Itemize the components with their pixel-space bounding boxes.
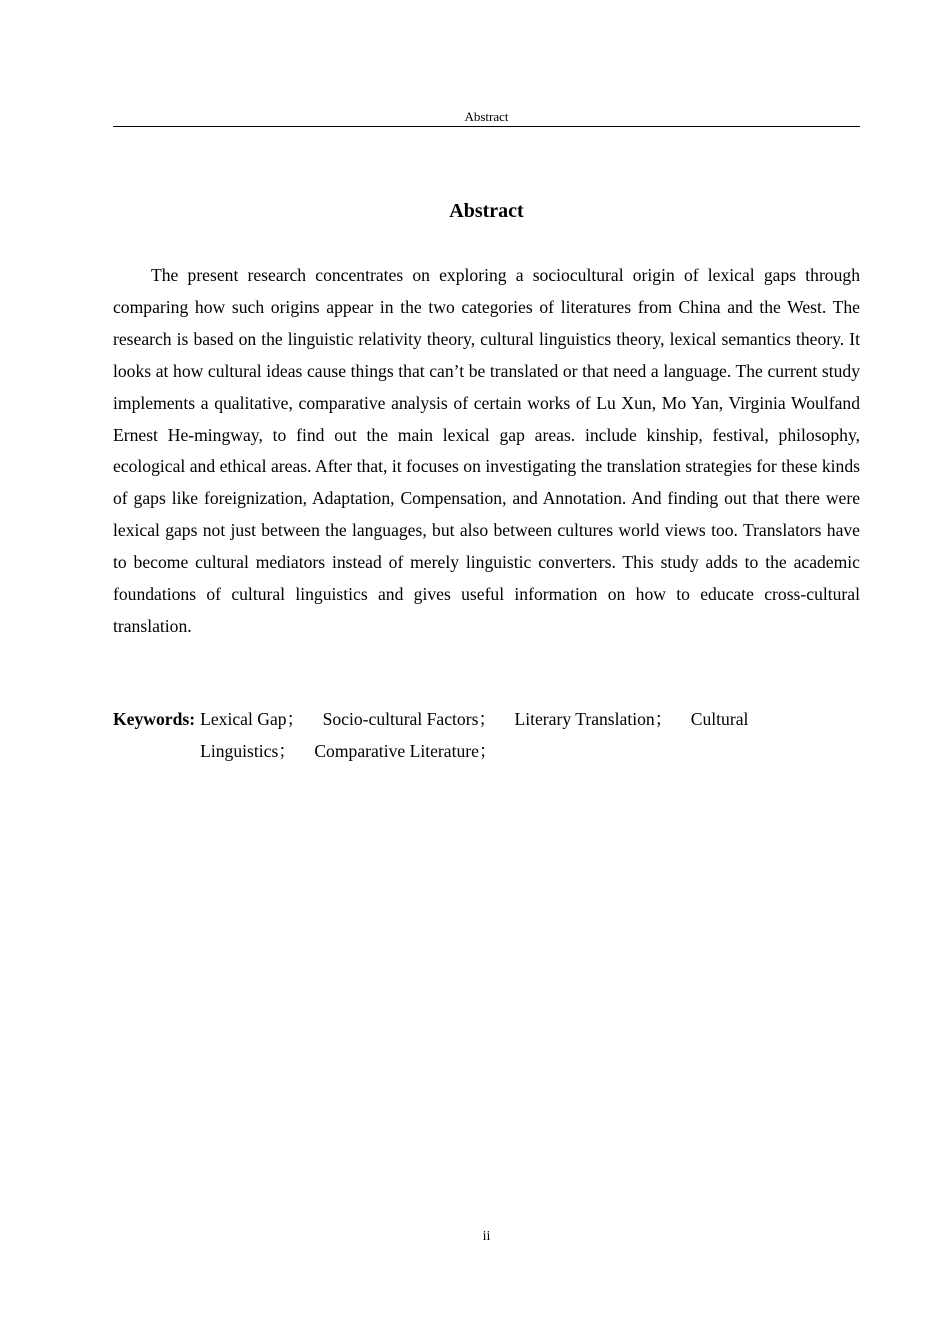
keyword-text: Socio-cultural Factors	[322, 709, 479, 729]
keyword-text: Literary Translation	[514, 709, 655, 729]
keywords-section	[113, 704, 860, 768]
running-header: Abstract	[464, 109, 509, 124]
keyword-text: Comparative Literature	[314, 740, 479, 761]
keyword-text: Cultural Linguistics	[200, 709, 749, 761]
keyword-separator: ；	[478, 740, 497, 761]
keyword-separator: ；	[278, 740, 296, 761]
abstract-paragraph: The present research concentrates on exploring a sociocultural origin of lexical gaps through comparing how such origins appear in the two categories of literatures from China and the West. The research is based on the linguistic relativity theory, cultural linguistics theory, lexical semantics theory. It looks at how cultural ideas cause things that can’t be translated or that need a language. The current study implements a qualitative, comparative analysis of certain works of Lu Xun, Mo Yan, Virginia Woulfand Ernest He-mingway, to find out the main lexical gap areas. include kinship, festival, philosophy, ecological and ethical areas. After that, it focuses on investigating the translation strategies for these kinds of gaps like foreignization, Adaptation, Compensation, and Annotation. And finding out that there were lexical gaps not just between the languages, but also between cultures world views too. Translators have to become cultural mediators instead of merely linguistic converters. This study adds to the academic foundations of cultural linguistics and gives useful information on how to educate cross-cultural translation.	[113, 265, 860, 636]
keyword-separator: ；	[286, 709, 305, 729]
keyword-text: Lexical Gap	[200, 709, 287, 729]
keyword-separator: ；	[654, 709, 673, 729]
keyword-item	[200, 709, 318, 729]
keyword-item	[314, 741, 496, 761]
header-rule	[113, 126, 860, 127]
keywords-label: Keywords:	[113, 709, 196, 729]
keyword-item	[514, 709, 686, 729]
page-number: ii	[482, 1229, 491, 1244]
keyword-separator: ；	[478, 709, 497, 729]
keyword-item	[323, 709, 510, 729]
page-title: Abstract	[449, 200, 524, 222]
keywords-list	[200, 704, 860, 768]
